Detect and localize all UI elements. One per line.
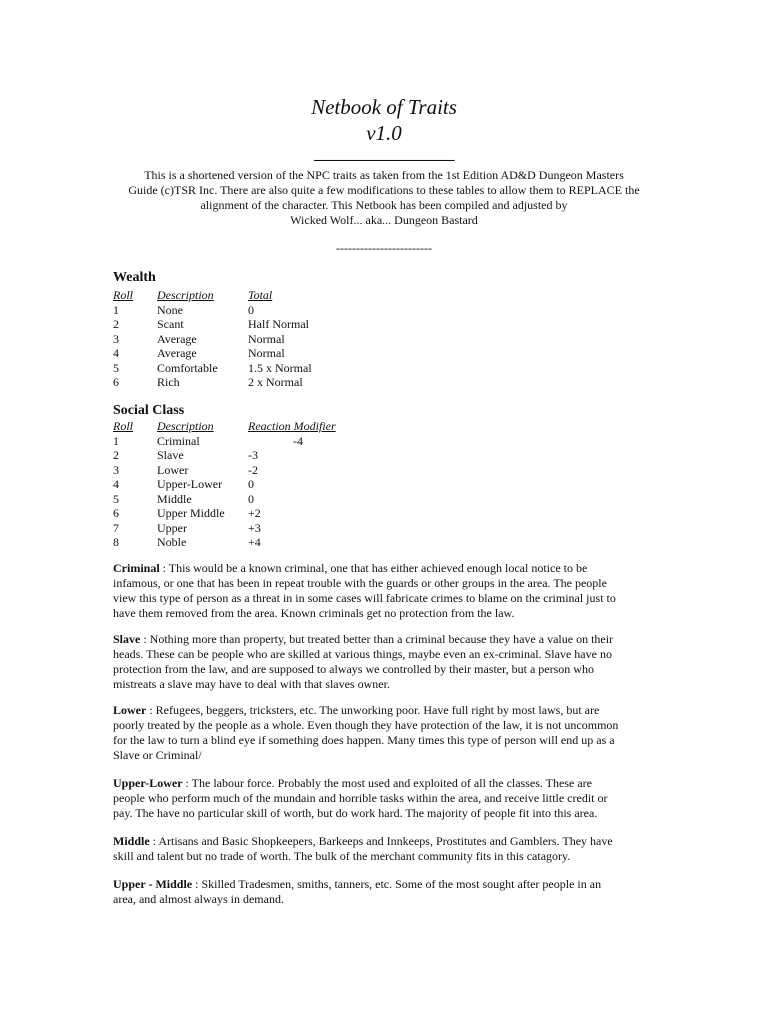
column-header: Description <box>157 288 214 302</box>
paragraph-text: : Skilled Tradesmen, smiths, tanners, etc. Some of the most sought after people in an <box>192 877 602 891</box>
term-label: Criminal <box>113 561 160 575</box>
document-version: v1.0 <box>366 121 402 145</box>
table-cell: 3 <box>113 331 119 346</box>
paragraph-line <box>113 834 653 849</box>
table-cell: 0 <box>248 477 254 491</box>
table-cell: Slave <box>157 448 184 462</box>
paragraph-line: area, and almost always in demand. <box>113 892 284 906</box>
table-header-row <box>113 288 378 303</box>
paragraph-text: : Nothing more than property, but treated better than a criminal because they have a value on their <box>140 632 614 646</box>
column-header: Total <box>248 288 273 302</box>
paragraph-line: for the law to turn a blind eye if something does happen. Many times this type of person will end up as a <box>113 733 615 747</box>
paragraph-line <box>113 632 653 647</box>
table-row <box>113 361 378 376</box>
wealth-heading: Wealth <box>113 270 156 285</box>
paragraph-line: pay. The have no particular skill of worth, but do work hard. The majority of people fit into this area. <box>113 806 598 820</box>
table-cell: 5 <box>113 360 119 375</box>
paragraph-line <box>113 776 653 791</box>
description-middle <box>113 834 653 864</box>
table-cell: +3 <box>248 520 261 535</box>
table-cell: 4 <box>113 477 119 491</box>
table-cell: 0 <box>248 491 254 506</box>
table-cell: 5 <box>113 491 119 506</box>
table-cell: 3 <box>113 462 119 477</box>
column-header: Description <box>157 419 214 433</box>
table-cell: Half Normal <box>248 317 309 331</box>
paragraph-text: : Refugees, beggers, tricksters, etc. The unworking poor. Have full right by most laws, but are <box>146 703 600 717</box>
table-row <box>113 332 378 347</box>
term-label: Middle <box>113 834 150 848</box>
paragraph-text: : This would be a known criminal, one that has either achieved enough local notice to be <box>159 561 588 575</box>
table-cell: 1 <box>113 302 119 317</box>
table-cell: Normal <box>248 331 285 346</box>
title-rule: ____________________ <box>314 147 454 163</box>
table-row <box>113 492 378 507</box>
table-cell: +4 <box>248 535 261 549</box>
document-title: Netbook of Traits <box>311 95 457 119</box>
intro-line: This is a shortened version of the NPC traits as taken from the 1st Edition AD&D Dungeon Masters <box>144 168 624 182</box>
table-cell: 1.5 x Normal <box>248 360 312 375</box>
table-cell: Comfortable <box>157 360 218 375</box>
table-cell: 4 <box>113 346 119 360</box>
table-header-row <box>113 419 378 434</box>
description-upper-lower <box>113 776 653 821</box>
intro-paragraph <box>60 168 708 228</box>
column-header: Roll <box>113 419 133 433</box>
intro-line: Guide (c)TSR Inc. There are also quite a few modifications to these tables to allow them to REPLACE the <box>128 183 640 197</box>
paragraph-line <box>113 561 653 576</box>
paragraph-line: heads. These can be people who are skilled at various things, maybe even an ex-criminal. Slave have no <box>113 647 612 661</box>
column-header: Reaction Modifier <box>248 419 336 433</box>
social-class-heading: Social Class <box>113 403 185 418</box>
column-header: Roll <box>113 288 133 302</box>
table-row <box>113 477 378 492</box>
table-row <box>113 317 378 332</box>
term-label: Upper-Lower <box>113 776 183 790</box>
description-criminal <box>113 561 653 621</box>
table-cell: Normal <box>248 346 285 360</box>
table-cell: Criminal <box>157 433 200 448</box>
table-row <box>113 375 378 390</box>
table-cell: Average <box>157 346 197 360</box>
section-separator: ------------------------ <box>336 241 432 255</box>
table-cell: -4 <box>293 433 303 448</box>
paragraph-line <box>113 877 653 892</box>
paragraph-line: protection from the law, and are supposed to always we controlled by their master, but a person who <box>113 662 594 676</box>
table-cell: Lower <box>157 462 189 477</box>
table-row <box>113 521 378 536</box>
paragraph-line: poorly treated by the people as a whole. Even though they have protection of the law, it is not uncommon <box>113 718 619 732</box>
table-cell: 6 <box>113 375 119 389</box>
table-cell: 7 <box>113 520 119 535</box>
social-class-table <box>113 419 378 550</box>
paragraph-line: people who perform much of the mundain and horrible tasks within the area, and receive little credit or <box>113 791 608 805</box>
paragraph-text: : The labour force. Probably the most used and exploited of all the classes. These are <box>182 776 592 790</box>
table-cell: +2 <box>248 506 261 520</box>
table-cell: Middle <box>157 491 192 506</box>
table-cell: Average <box>157 331 197 346</box>
table-row <box>113 346 378 361</box>
paragraph-line: have them removed from the area. Known criminals get no protection from the law. <box>113 606 515 620</box>
paragraph-line: infamous, or one that has been in repeat trouble with the guards or other groups in the area. The people <box>113 576 607 590</box>
intro-line: Wicked Wolf... aka... Dungeon Bastard <box>290 213 478 227</box>
table-cell: Scant <box>157 317 184 331</box>
paragraph-text: : Artisans and Basic Shopkeepers, Barkeeps and Innkeeps, Prostitutes and Gamblers. They have <box>149 834 613 848</box>
table-row <box>113 303 378 318</box>
table-row <box>113 463 378 478</box>
paragraph-line: view this type of person as a threat in in some cases will fabricate crimes to blame on the criminal just to <box>113 591 616 605</box>
table-cell: 2 x Normal <box>248 375 303 389</box>
table-cell: Rich <box>157 375 180 389</box>
table-cell: Upper Middle <box>157 506 225 520</box>
table-row <box>113 535 378 550</box>
description-upper-middle <box>113 877 653 907</box>
table-row <box>113 506 378 521</box>
paragraph-line <box>113 703 653 718</box>
table-row <box>113 448 378 463</box>
wealth-table <box>113 288 378 390</box>
table-cell: Upper-Lower <box>157 477 223 491</box>
table-cell: 2 <box>113 448 119 462</box>
table-row <box>113 434 378 449</box>
table-cell: 2 <box>113 317 119 331</box>
table-cell: 8 <box>113 535 119 549</box>
paragraph-line: Slave or Criminal/ <box>113 748 202 762</box>
term-label: Upper - Middle <box>113 877 193 891</box>
table-cell: -3 <box>248 448 258 462</box>
intro-line: alignment of the character. This Netbook has been compiled and adjusted by <box>200 198 568 212</box>
term-label: Slave <box>113 632 141 646</box>
table-cell: -2 <box>248 462 258 477</box>
table-cell: 0 <box>248 302 254 317</box>
table-cell: 1 <box>113 433 119 448</box>
table-cell: 6 <box>113 506 119 520</box>
table-cell: Noble <box>157 535 187 549</box>
paragraph-line: mistreats a slave may have to deal with that slaves owner. <box>113 677 390 691</box>
table-cell: None <box>157 302 183 317</box>
description-lower <box>113 703 653 763</box>
paragraph-line: skill and talent but no trade of worth. The bulk of the merchant community fits in this catagory. <box>113 849 571 863</box>
term-label: Lower <box>113 703 147 717</box>
table-cell: Upper <box>157 520 187 535</box>
description-slave <box>113 632 653 692</box>
